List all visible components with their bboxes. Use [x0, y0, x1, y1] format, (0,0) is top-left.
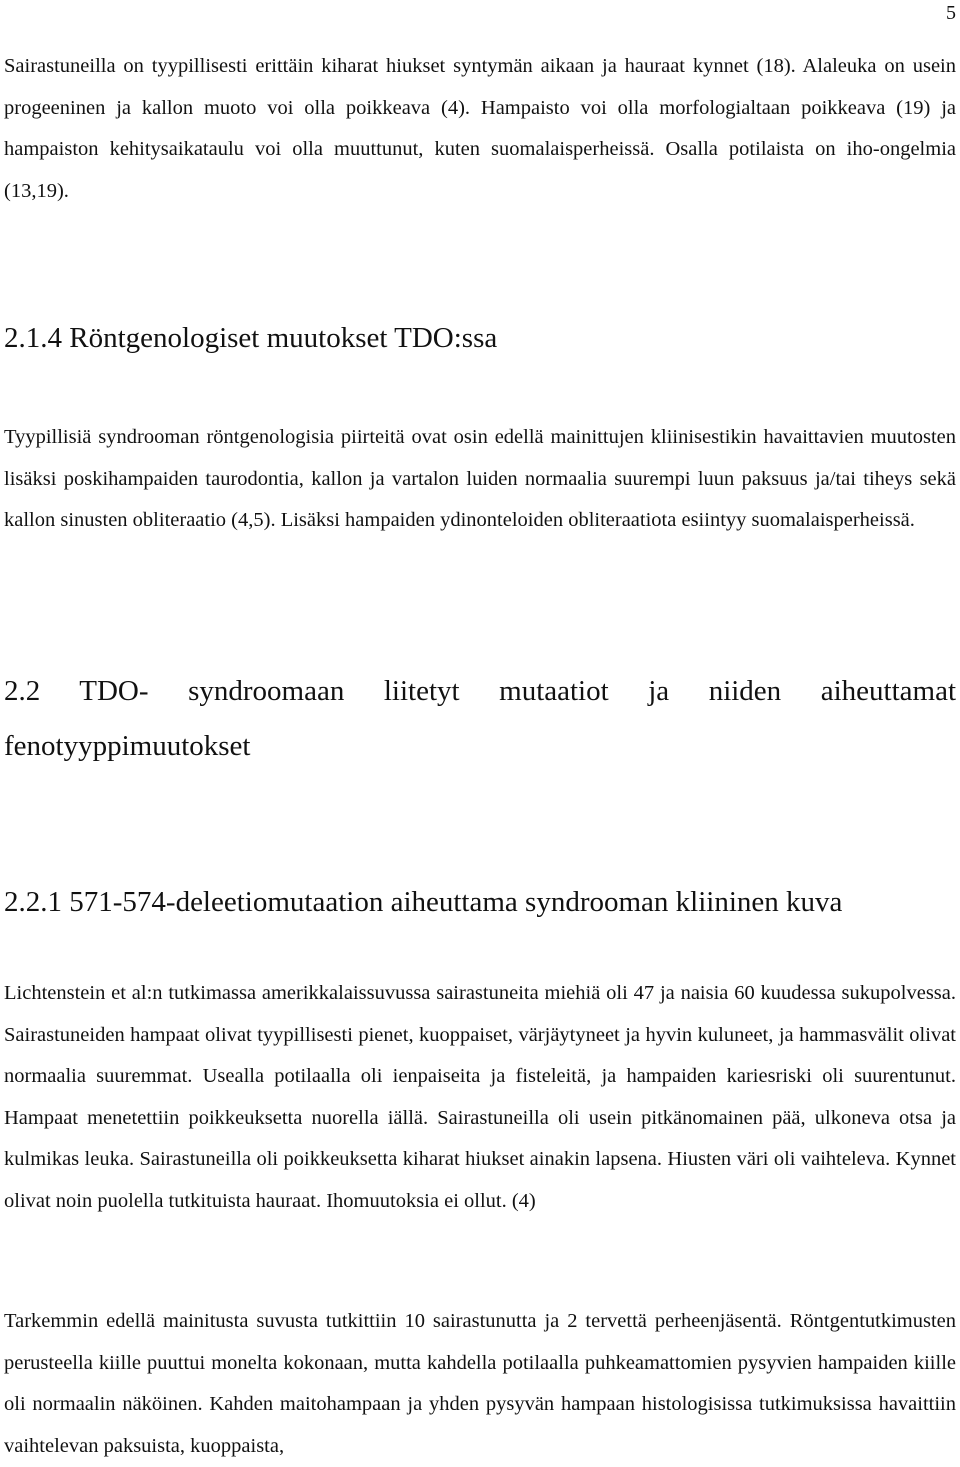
section-heading-2-2-1: 2.2.1 571-574-deleetiomutaation aiheuttama syndrooman kliininen kuva [4, 886, 843, 918]
section-heading-2-1-4: 2.1.4 Röntgenologiset muutokset TDO:ssa [4, 322, 498, 354]
paragraph-detailed-study: Tarkemmin edellä mainitusta suvusta tutkittiin 10 sairastunutta ja 2 tervettä perheenjäsentä. Röntgentutkimusten perusteella kiille puuttui monelta kokonaan, mutta kahdella potilaalla puhkeamattomien pysyvien hampaiden kiille oli normaalin näköinen. Kahden maitohampaan ja yhden pysyvän hampaan histologisissa tutkimuksissa havaittiin vaihtelevan paksuista, kuoppaista, [4, 1310, 956, 1457]
section-heading-2-2: 2.2 TDO- syndroomaan liitetyt mutaatiot ja niiden aiheuttamat fenotyyppimuutokset [4, 675, 956, 762]
paragraph-radiological: Tyypillisiä syndrooman röntgenologisia piirteitä ovat osin edellä mainittujen kliinisestikin havaittavien muutosten lisäksi poskihampaiden taurodontia, kallon ja vartalon luiden normaalia suurempi luun paksuus ja/tai tiheys sekä kallon sinusten obliteraatio (4,5). Lisäksi hampaiden ydinonteloiden obliteraatiota esiintyy suomalaisperheissä. [4, 426, 956, 531]
paragraph-lichtenstein: Lichtenstein et al:n tutkimassa amerikkalaissuvussa sairastuneita miehiä oli 47 ja naisia 60 kuudessa sukupolvessa. Sairastuneiden hampaat olivat tyypillisesti pienet, kuoppaiset, värjäytyneet ja hyvin kuluneet, ja hammasvälit olivat normaalia suuremmat. Usealla potilaalla oli ienpaiseita ja fisteleitä, ja hampaiden kariesriski oli suurentunut. Hampaat menetettiin poikkeuksetta nuorella iällä. Sairastuneilla oli usein pitkänomainen pää, ulkoneva otsa ja kulmikas leuka. Sairastuneilla oli poikkeuksetta kiharat hiukset ainakin lapsena. Hiusten väri oli vaihteleva. Kynnet olivat noin puolella tutkituista hauraat. Ihomuutoksia ei ollut. (4) [4, 982, 956, 1212]
paragraph-symptoms: Sairastuneilla on tyypillisesti erittäin kiharat hiukset syntymän aikaan ja hauraat kynnet (18). Alaleuka on usein progeeninen ja kallon muoto voi olla poikkeava (4). Hampaisto voi olla morfologialtaan poikkeava (19) ja hampaiston kehitysaikataulu voi olla muuttunut, kuten suomalaisperheissä. Osalla potilaista on iho-ongelmia (13,19). [4, 55, 956, 202]
page-number: 5 [946, 2, 956, 24]
